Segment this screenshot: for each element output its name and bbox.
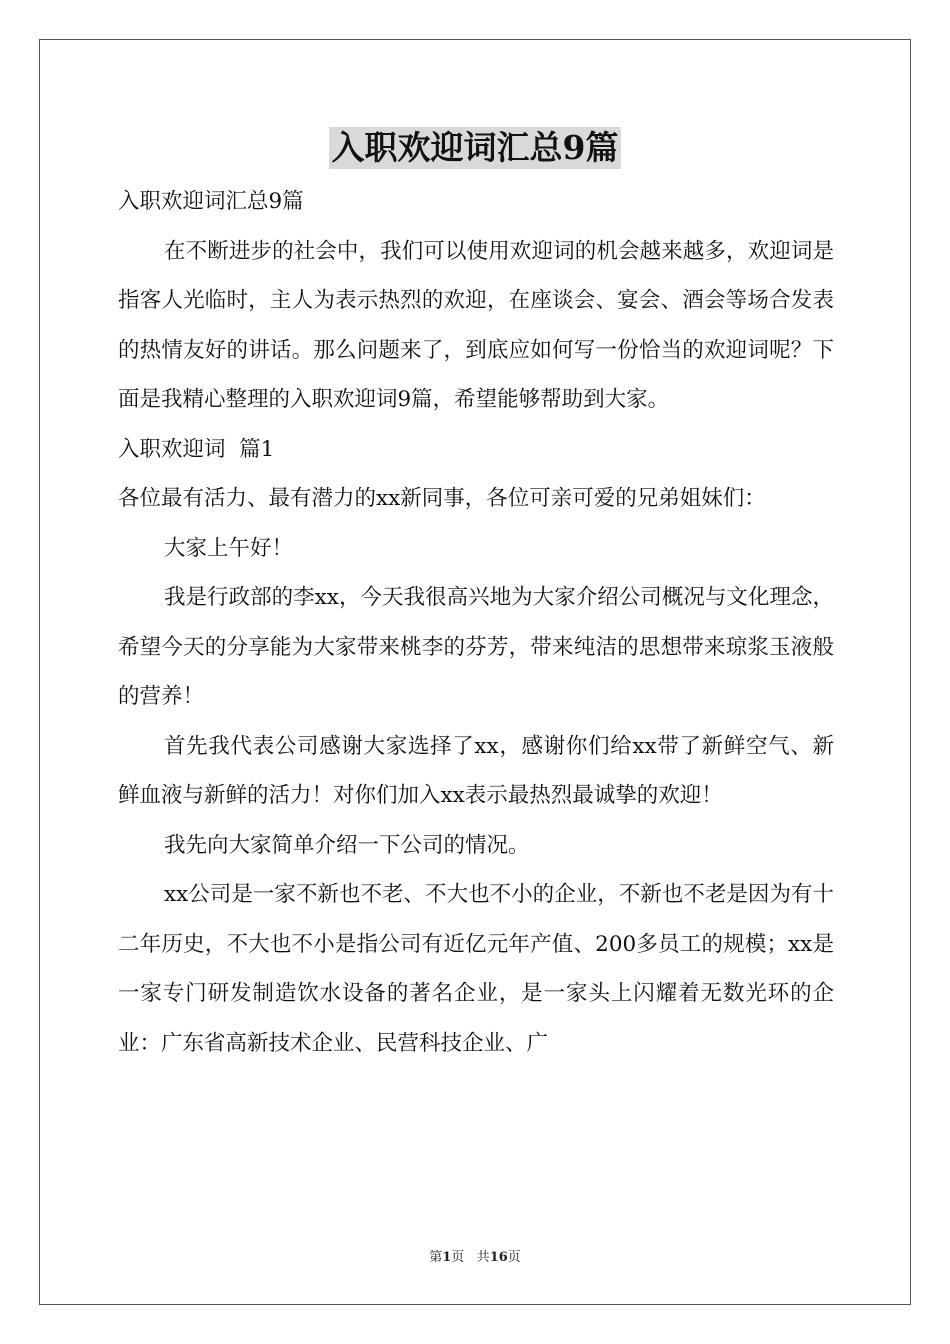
paragraph-intro: 在不断进步的社会中，我们可以使用欢迎词的机会越来越多，欢迎词是指客人光临时，主人为表示热烈的欢迎，在座谈会、宴会、酒会等场合发表的热情友好的讲话。那么问题来了，到底应如何写一份恰当的欢迎词呢？下面是我精心整理的入职欢迎词9篇，希望能够帮助到大家。 (118, 238, 834, 412)
total-prefix: 共 (476, 1250, 490, 1265)
total-pages: 16 (489, 1250, 508, 1265)
total-suffix: 页 (507, 1250, 521, 1265)
paragraph-subtitle: 入职欢迎词汇总9篇 (118, 189, 304, 214)
page-title: 入职欢迎词汇总9篇 (329, 127, 622, 169)
paragraph-thanks: 首先我代表公司感谢大家选择了xx，感谢你们给xx带了新鲜空气、新鲜血液与新鲜的活力！对你们加入xx表示最热烈最诚挚的欢迎！ (118, 733, 834, 808)
paragraph-company-description: xx公司是一家不新也不老、不大也不小的企业，不新也不老是因为有十二年历史，不大也不小是指公司有近亿元年产值、200多员工的规模；xx是一家专门研发制造饮水设备的著名企业，是一家头上闪耀着无数光环的企业：广东省高新技术企业、民营科技企业、广 (118, 882, 834, 1056)
paragraph-self-intro: 我是行政部的李xx，今天我很高兴地为大家介绍公司概况与文化理念，希望今天的分享能为大家带来桃李的芬芳，带来纯洁的思想带来琼浆玉液般的营养！ (118, 585, 834, 709)
document-body (118, 177, 834, 1068)
paragraph-company-intro-lead: 我先向大家简单介绍一下公司的情况。 (164, 832, 530, 858)
page-footer (0, 1246, 950, 1265)
paragraph-section-heading: 入职欢迎词 篇1 (118, 436, 275, 462)
page-suffix: 页 (451, 1250, 465, 1265)
title-container (0, 127, 950, 169)
paragraph-salutation: 各位最有活力、最有潜力的xx新同事，各位可亲可爱的兄弟姐妹们： (118, 486, 766, 511)
page-prefix: 第 (429, 1250, 443, 1265)
page-number: 1 (442, 1250, 452, 1265)
paragraph-greeting: 大家上午好！ (164, 535, 294, 561)
